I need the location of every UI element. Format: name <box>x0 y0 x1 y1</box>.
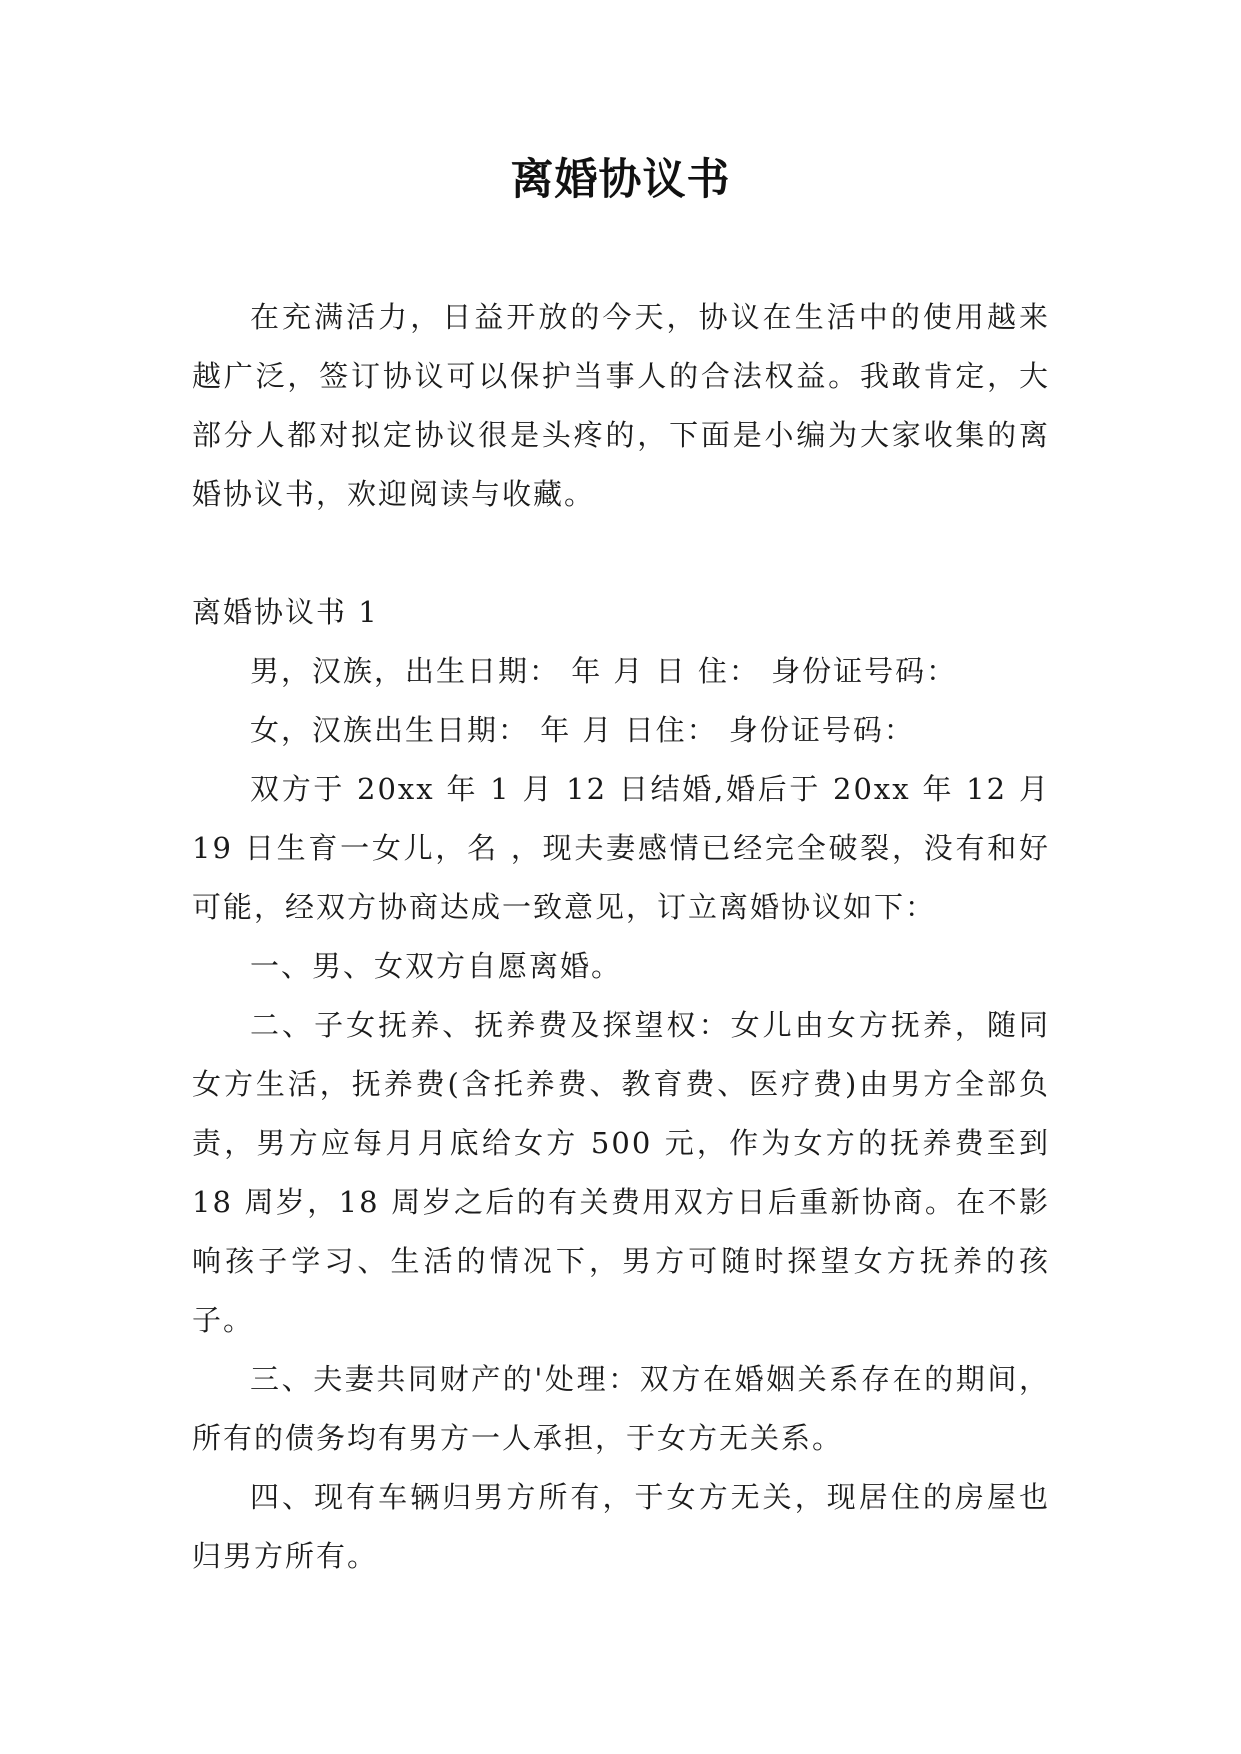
clause-3: 三、夫妻共同财产的'处理：双方在婚姻关系存在的期间，所有的债务均有男方一人承担，于女方无关系。 <box>192 1362 1050 1455</box>
marriage-paragraph: 双方于 20xx 年 1 月 12 日结婚,婚后于 20xx 年 12 月 19 日生育一女儿，名 ，现夫妻感情已经完全破裂，没有和好可能，经双方协商达成一致意见，订立离婚协议如下： <box>192 772 1050 924</box>
intro-paragraph: 在充满活力，日益开放的今天，协议在生活中的使用越来越广泛，签订协议可以保护当事人的合法权益。我敢肯定，大部分人都对拟定协议很是头疼的，下面是小编为大家收集的离婚协议书，欢迎阅读与收藏。 <box>192 300 1050 511</box>
section-heading: 离婚协议书 1 <box>192 595 379 629</box>
clause-2: 二、子女抚养、抚养费及探望权：女儿由女方抚养，随同女方生活，抚养费(含托养费、教育费、医疗费)由男方全部负责，男方应每月月底给女方 500 元，作为女方的抚养费至到 18 周岁，18 周岁之后的有关费用双方日后重新协商。在不影响孩子学习、生活的情况下，男方可随时探望女方抚养的孩子。 <box>192 1008 1050 1337</box>
female-info-line: 女，汉族出生日期： 年 月 日住： 身份证号码： <box>250 713 915 747</box>
clause-1: 一、男、女双方自愿离婚。 <box>250 949 623 983</box>
document-body <box>192 288 1050 1586</box>
paragraph-spacer <box>192 524 1050 583</box>
clause-4: 四、现有车辆归男方所有，于女方无关，现居住的房屋也归男方所有。 <box>192 1480 1050 1573</box>
document-title: 离婚协议书 <box>510 155 731 205</box>
male-info-line: 男，汉族，出生日期： 年 月 日 住： 身份证号码： <box>250 654 958 688</box>
